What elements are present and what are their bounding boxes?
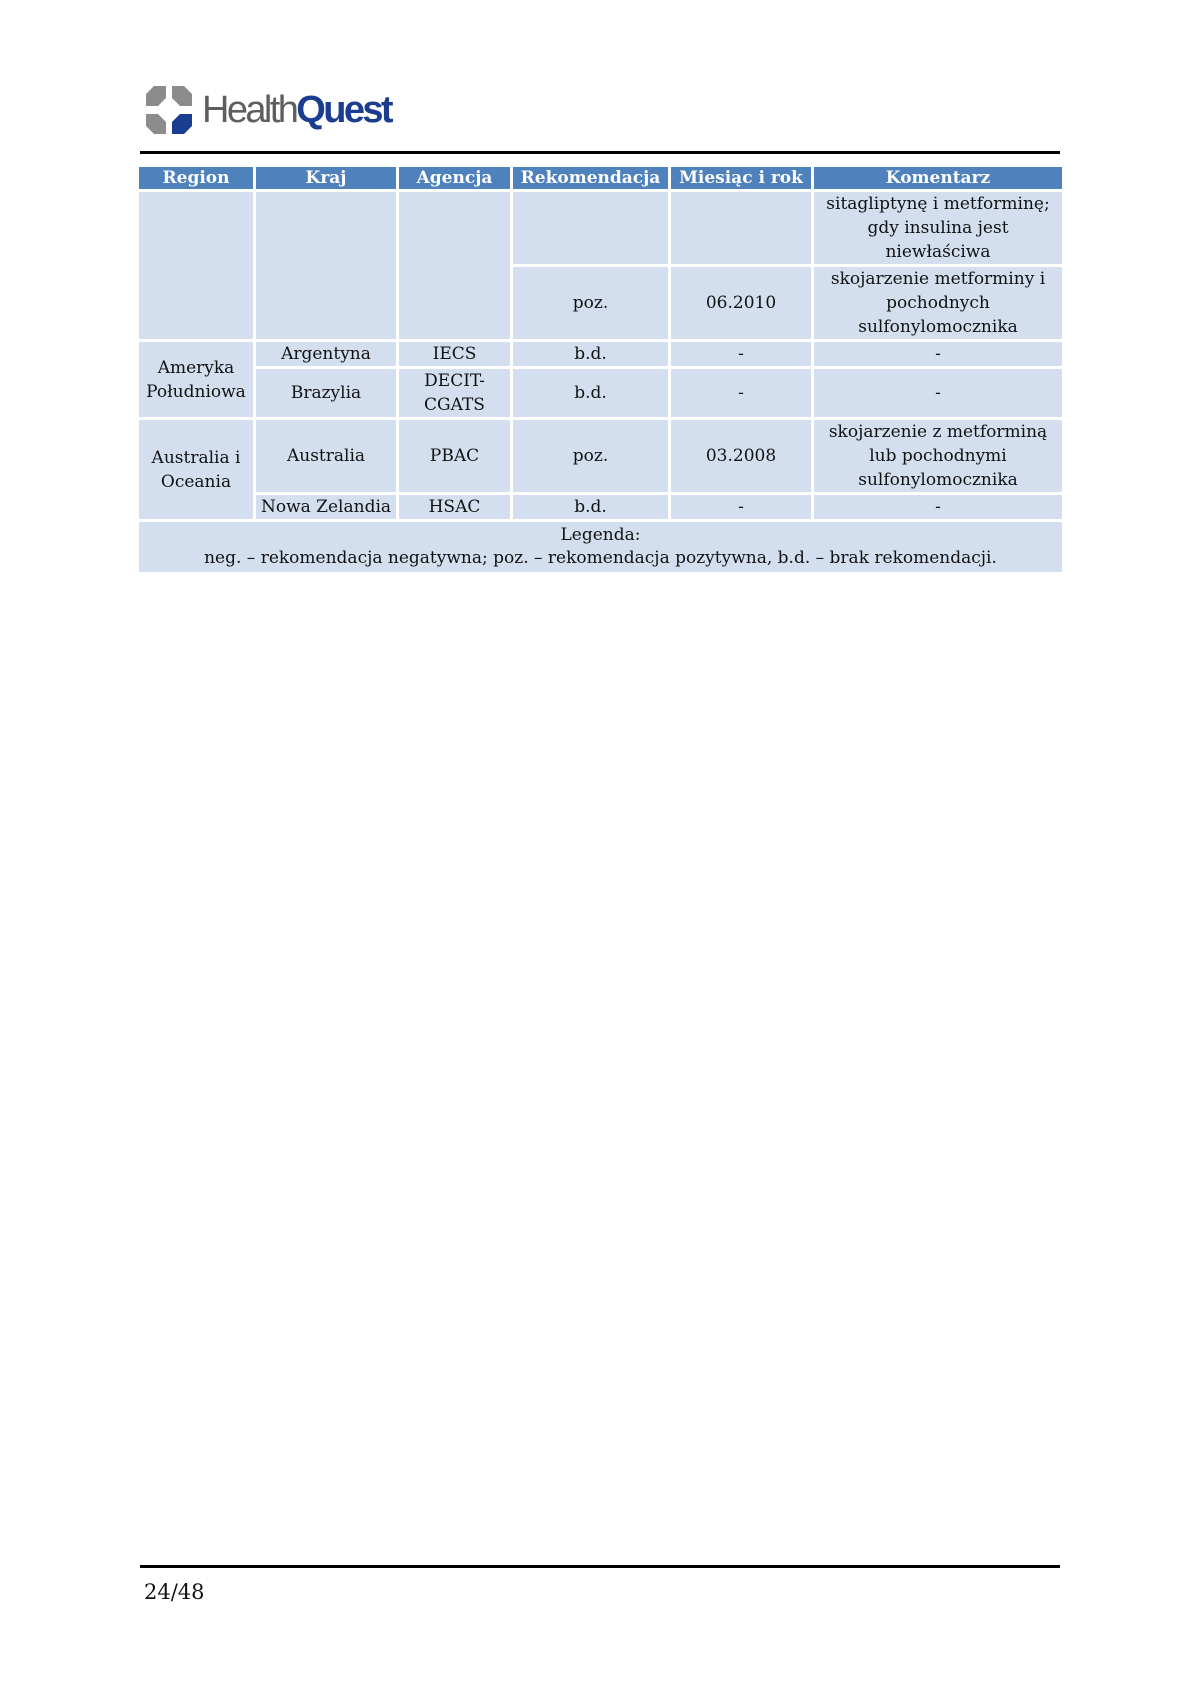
comment-cell: - [814, 369, 1062, 417]
column-header-region: Region [139, 167, 253, 189]
footer-rule [140, 1565, 1060, 1568]
column-header-date: Miesiąc i rok [671, 167, 811, 189]
recommendation-cell: b.d. [513, 369, 668, 417]
agency-cell: DECIT-CGATS [399, 369, 510, 417]
agency-cell: HSAC [399, 495, 510, 519]
agency-cell [399, 192, 510, 339]
date-cell: 03.2008 [671, 420, 811, 492]
recommendations-table [136, 164, 1065, 575]
table-row [139, 369, 1062, 417]
legend-row [139, 522, 1062, 572]
table-header-row [139, 167, 1062, 189]
country-cell [256, 192, 396, 339]
date-cell: - [671, 342, 811, 366]
country-cell: Nowa Zelandia [256, 495, 396, 519]
column-header-agency: Agencja [399, 167, 510, 189]
table-row [139, 495, 1062, 519]
recommendation-cell: b.d. [513, 342, 668, 366]
comment-cell: - [814, 495, 1062, 519]
comment-cell: skojarzenie metforminy i pochodnych sulfonylomocznika [814, 267, 1062, 339]
country-cell: Argentyna [256, 342, 396, 366]
comment-cell: skojarzenie z metforminą lub pochodnymi sulfonylomocznika [814, 420, 1062, 492]
legend-cell [139, 522, 1062, 572]
table-row [139, 342, 1062, 366]
legend-text: neg. – rekomendacja negatywna; poz. – rekomendacja pozytywna, b.d. – brak rekomendacji. [204, 548, 997, 568]
date-cell: - [671, 369, 811, 417]
country-cell: Australia [256, 420, 396, 492]
page-number: 24/48 [144, 1580, 205, 1604]
region-cell: Australia i Oceania [139, 420, 253, 519]
comment-cell: - [814, 342, 1062, 366]
date-cell: 06.2010 [671, 267, 811, 339]
country-cell: Brazylia [256, 369, 396, 417]
table-row [139, 192, 1062, 264]
legend-title: Legenda: [560, 525, 641, 545]
logo-wordmark [202, 91, 391, 129]
recommendation-cell: poz. [513, 267, 668, 339]
column-header-recommendation: Rekomendacja [513, 167, 668, 189]
header-rule [140, 151, 1060, 154]
column-header-comment: Komentarz [814, 167, 1062, 189]
agency-cell: IECS [399, 342, 510, 366]
healthquest-logo [144, 84, 391, 136]
comment-cell: sitagliptynę i metforminę; gdy insulina jest niewłaściwa [814, 192, 1062, 264]
date-cell [671, 192, 811, 264]
date-cell: - [671, 495, 811, 519]
region-cell: Ameryka Południowa [139, 342, 253, 417]
recommendation-cell [513, 192, 668, 264]
table-row [139, 420, 1062, 492]
logo-health-text: Health [202, 89, 297, 131]
logo-quest-text: Quest [296, 89, 391, 131]
healthquest-cross-icon [144, 84, 194, 136]
column-header-country: Kraj [256, 167, 396, 189]
recommendation-cell: b.d. [513, 495, 668, 519]
agency-cell: PBAC [399, 420, 510, 492]
recommendation-cell: poz. [513, 420, 668, 492]
region-cell [139, 192, 253, 339]
